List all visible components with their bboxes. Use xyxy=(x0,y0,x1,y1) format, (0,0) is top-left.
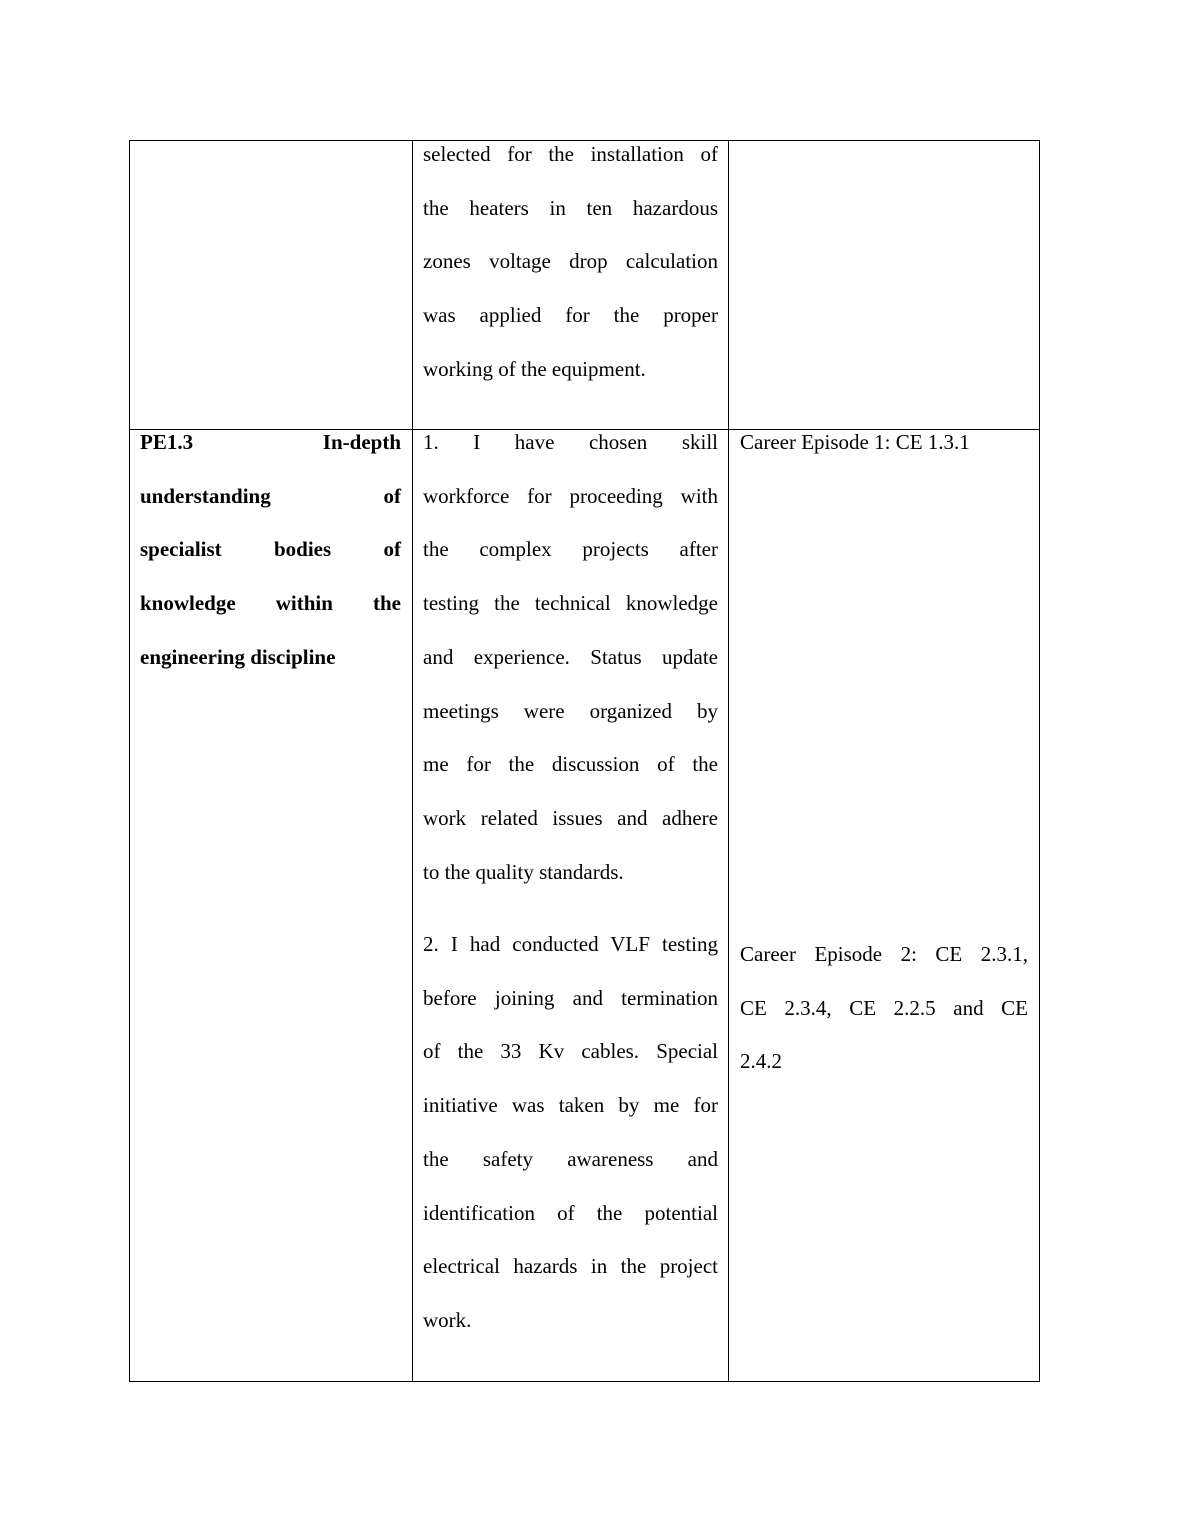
text-line: of the 33 Kv cables. Special xyxy=(423,1039,718,1064)
text-line: Career Episode 2: CE 2.3.1, xyxy=(740,942,1028,966)
text-line: 2. I had conducted VLF testing xyxy=(423,932,718,956)
text-line: the heaters in ten hazardous xyxy=(423,195,718,220)
text-line: identification of the potential xyxy=(423,1200,718,1225)
text-line: 2.4.2 xyxy=(740,1049,782,1074)
row2-competency-title xyxy=(140,416,401,685)
row1-description xyxy=(423,128,718,397)
text-line: PE1.3 In-depth xyxy=(140,430,401,454)
text-line: work related issues and adhere xyxy=(423,805,718,830)
text-line: engineering discipline xyxy=(140,644,336,669)
text-line: Career Episode 1: CE 1.3.1 xyxy=(740,430,970,454)
text-line: knowledge within the xyxy=(140,591,401,616)
row2-description-para2 xyxy=(423,918,718,1348)
text-line: specialist bodies of xyxy=(140,537,401,562)
text-line: me for the discussion of the xyxy=(423,752,718,777)
text-line: before joining and termination xyxy=(423,985,718,1010)
text-line: initiative was taken by me for xyxy=(423,1093,718,1118)
column-divider-2 xyxy=(728,140,729,1382)
text-line: selected for the installation of xyxy=(423,142,718,166)
text-line: CE 2.3.4, CE 2.2.5 and CE xyxy=(740,995,1028,1020)
row2-reference-2 xyxy=(740,928,1028,1089)
table-border-bottom xyxy=(129,1381,1040,1382)
text-line: was applied for the proper xyxy=(423,303,718,328)
text-line: to the quality standards. xyxy=(423,859,624,884)
text-line: zones voltage drop calculation xyxy=(423,249,718,274)
column-divider-1 xyxy=(412,140,413,1382)
text-line: working of the equipment. xyxy=(423,356,646,381)
text-line: testing the technical knowledge xyxy=(423,591,718,616)
table-border-right xyxy=(1039,140,1040,1382)
text-line: electrical hazards in the project xyxy=(423,1254,718,1279)
text-line: 1. I have chosen skill xyxy=(423,430,718,454)
row2-reference-1 xyxy=(740,416,1028,470)
text-line: the safety awareness and xyxy=(423,1146,718,1171)
text-line: workforce for proceeding with xyxy=(423,483,718,508)
text-line: understanding of xyxy=(140,483,401,508)
text-line: the complex projects after xyxy=(423,537,718,562)
text-line: meetings were organized by xyxy=(423,698,718,723)
text-line: and experience. Status update xyxy=(423,644,718,669)
row2-description-para1 xyxy=(423,416,718,899)
table-border-left xyxy=(129,140,130,1382)
text-line: work. xyxy=(423,1307,472,1332)
